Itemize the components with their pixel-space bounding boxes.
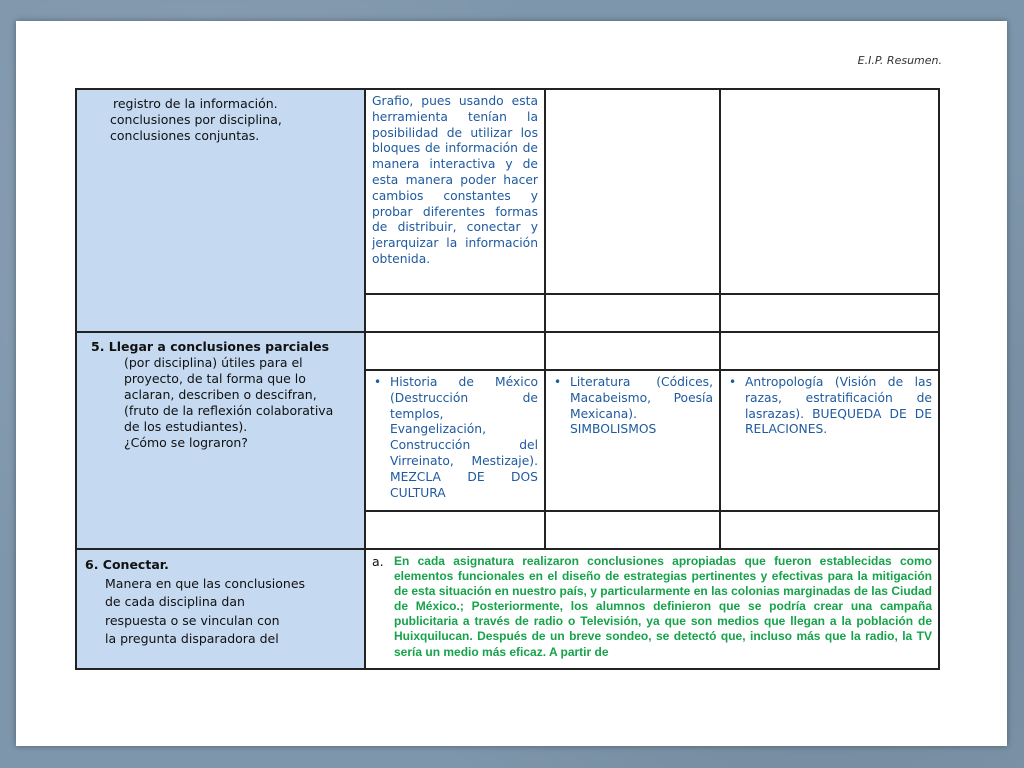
empty-cell xyxy=(545,332,720,370)
row5-col3-text: Literatura (Códices, Macabeismo, Poesía Mexicana). SIMBOLISMOS xyxy=(570,375,713,437)
row5-heading: 5. Llegar a conclusiones parciales xyxy=(91,339,330,354)
bullet-icon: • xyxy=(554,375,562,389)
table-row xyxy=(76,549,939,669)
empty-cell xyxy=(720,511,939,549)
summary-table xyxy=(75,88,940,670)
row5-line: de los estudiantes). xyxy=(124,419,248,434)
row5-line: (por disciplina) útiles para el xyxy=(124,355,303,370)
row6-left-cell xyxy=(76,549,365,669)
list-item xyxy=(372,554,932,660)
row6-heading: 6. Conectar. xyxy=(85,557,169,572)
row5-line: ¿Cómo se lograron? xyxy=(124,435,248,450)
row6-line: la pregunta disparadora del xyxy=(105,631,279,646)
row6-content-cell xyxy=(365,549,939,669)
row5-line: proyecto, de tal forma que lo xyxy=(124,371,306,386)
row1-col2-cell xyxy=(365,89,545,294)
row5-line: aclaran, describen o descifran, xyxy=(124,387,317,402)
row1-col2-text: Grafio, pues usando esta herramienta tenían la posibilidad de utilizar los bloques de información de manera interactiva y de esta manera poder hacer cambios constantes y probar diferentes formas de distribuir, conectar y jerarquizar la información obtenida. xyxy=(372,94,538,266)
row5-col4-cell xyxy=(720,370,939,511)
empty-cell xyxy=(545,294,720,332)
bullet-icon: • xyxy=(374,375,382,389)
bullet-icon: • xyxy=(729,375,737,389)
header-tag: E.I.P. Resumen. xyxy=(857,54,942,67)
empty-cell xyxy=(720,332,939,370)
row6-item-text: En cada asignatura realizaron conclusiones apropiadas que fueron establecidas como elementos funcionales en el diseño de estrategias pertinentes y efectivas para la mitigación de esta situación en nuestro país, y particularmente en las colonias marginadas de las Ciudad de México.; Posteriormente, los alumnos definieron que se podría crear una campaña publicitaria a través de radio o Televisión, ya que son medios que llegan a la población de Huixquilucan. Después de un breve sondeo, se detectó que, incluso más que la radio, la TV sería un medio más eficaz. A partir de xyxy=(394,554,932,659)
row5-col2-text: Historia de México (Destrucción de templos, Evangelización, Construcción del Virreinato, Mestizaje). MEZCLA DE DOS CULTURA xyxy=(390,375,538,500)
row6-line: Manera en que las conclusiones xyxy=(105,575,306,591)
row1-left-line: conclusiones por disciplina, xyxy=(110,112,282,127)
row5-left-cell xyxy=(76,332,365,549)
row5-line: (fruto de la reflexión colaborativa xyxy=(124,403,334,418)
row1-left-cell xyxy=(76,89,365,332)
row1-col3-cell xyxy=(545,89,720,294)
list-item xyxy=(374,375,538,501)
empty-cell xyxy=(365,294,545,332)
list-item xyxy=(554,375,713,438)
row5-col3-cell xyxy=(545,370,720,511)
list-item xyxy=(729,375,932,438)
row5-col2-cell xyxy=(365,370,545,511)
row6-line: de cada disciplina dan xyxy=(105,594,245,609)
row1-col4-cell xyxy=(720,89,939,294)
row1-left-line: conclusiones conjuntas. xyxy=(110,128,260,143)
row5-col4-text: Antropología (Visión de las razas, estratificación de lasrazas). BUEQUEDA DE DE RELACIONES. xyxy=(745,375,932,437)
row1-left-line: registro de la información. xyxy=(113,96,278,111)
row6-line: respuesta o se vinculan con xyxy=(105,612,280,628)
table-row xyxy=(76,89,939,294)
empty-cell xyxy=(365,332,545,370)
empty-cell xyxy=(720,294,939,332)
item-label: a. xyxy=(372,554,384,569)
empty-cell xyxy=(545,511,720,549)
empty-cell xyxy=(365,511,545,549)
table-row xyxy=(76,332,939,370)
